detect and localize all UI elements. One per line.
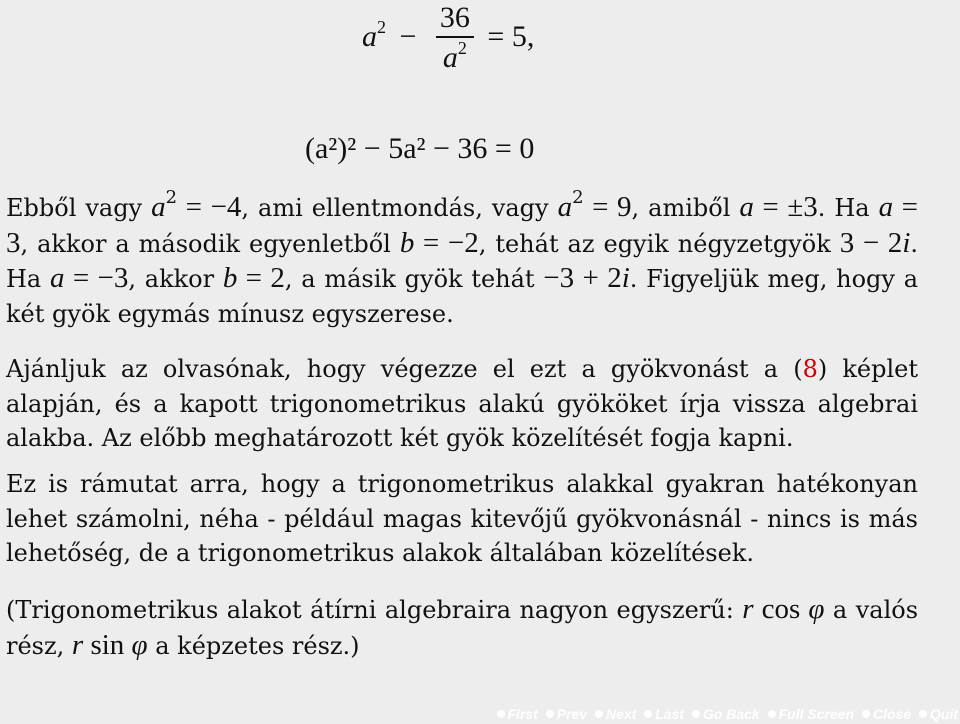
eq1-exp: 2	[377, 16, 386, 37]
equation-2	[305, 132, 534, 166]
bullet-icon	[919, 710, 927, 718]
eq1-rhs: = 5,	[487, 19, 535, 53]
nav-prev[interactable]: Prev	[546, 706, 587, 722]
equation-ref-link[interactable]: 8	[802, 355, 818, 383]
paragraph-4: (Trigonometrikus alakot átírni algebraira nagyon egyszerű: r cos φ a valós rész, r sin φ a képzetes rész.)	[6, 593, 919, 661]
nav-next[interactable]: Next	[595, 706, 636, 722]
bullet-icon	[644, 710, 652, 718]
eq1-minus: −	[399, 19, 417, 53]
bullet-icon	[595, 710, 603, 718]
eq1-numerator: 36	[436, 0, 474, 38]
bullet-icon	[546, 710, 554, 718]
eq2-lhs: (a²)² − 5a² − 36 = 0	[305, 132, 535, 165]
bullet-icon	[497, 710, 505, 718]
nav-full-screen[interactable]: Full Screen	[768, 706, 854, 722]
nav-first[interactable]: First	[497, 706, 538, 722]
nav-quit[interactable]: Quit	[919, 706, 958, 722]
paragraph-2: Ajánljuk az olvasónak, hogy végezze el ezt a gyökvonást a (8) képlet alapján, és a kapott trigonometrikus alakú gyököket írja vissza algebrai alakba. Az előbb meghatározott két gyök közelítését fogja kapni.	[6, 355, 918, 452]
paragraph-3: Ez is rámutat arra, hogy a trigonometrikus alakkal gyakran hatékonyan lehet számolni, néha - például magas kitevőjű gyökvonásnál - nincs is más lehetőség, de a trigonometrikus alakok általában közelítések.	[6, 470, 918, 567]
paragraph-1: Ebből vagy $a^2 = -4$, ami ellentmondás, vagy $a^2 = 9$, amiből a = ±3. Ha a = 3, akkor a második egyenletből b = −2, tehát az egyik négyzetgyök 3 − 2i. Ha a = −3, akkor b = 2, a másik gyök tehát −3 + 2i. Figyeljük meg, hogy a két gyök egymás mínusz egyszerese.	[6, 187, 919, 328]
nav-close[interactable]: Close	[862, 706, 911, 722]
eq1-fraction	[436, 0, 474, 78]
nav-go-back[interactable]: Go Back	[692, 706, 760, 722]
bullet-icon	[692, 710, 700, 718]
eq1-a: a	[362, 19, 377, 53]
navigation-bar	[493, 706, 959, 724]
nav-last[interactable]: Last	[644, 706, 684, 722]
bullet-icon	[862, 710, 870, 718]
bullet-icon	[768, 710, 776, 718]
eq1-denominator: $a^2$	[442, 38, 467, 74]
equation-1	[362, 0, 534, 78]
